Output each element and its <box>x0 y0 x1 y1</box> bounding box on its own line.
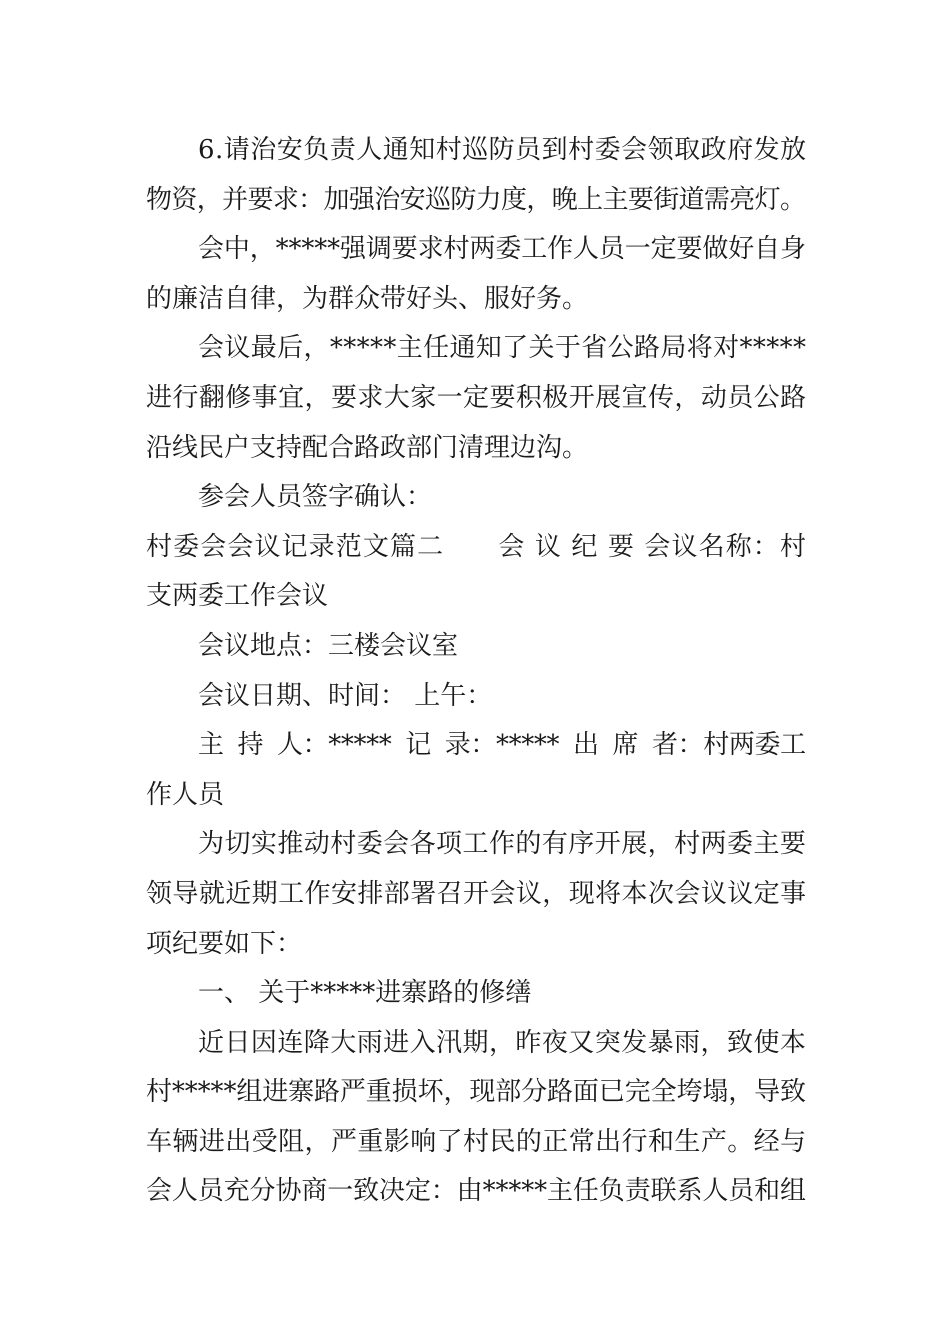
text-line: 进行翻修事宜，要求大家一定要积极开展宣传，动员公路 <box>146 382 807 413</box>
paragraph-item-6 <box>146 126 806 225</box>
text-line: 村委会会议记录范文篇二 会 议 纪 要 会议名称：村 <box>146 531 808 562</box>
text-line: 会人员充分协商一致决定：由*****主任负责联系人员和组 <box>146 1176 806 1207</box>
text-line: 物资，并要求：加强治安巡防力度，晚上主要街道需亮灯。 <box>146 184 806 215</box>
text-line: 会议日期、时间： 上午： <box>198 680 493 711</box>
text-line: 支两委工作会议 <box>146 581 329 612</box>
paragraph-road-renovation <box>146 324 806 473</box>
paragraph-attendees <box>146 721 806 820</box>
paragraph-signature <box>146 473 806 523</box>
paragraph-section-title <box>146 523 806 622</box>
text-line: 一、 关于*****进寨路的修缮 <box>198 978 532 1009</box>
paragraph-heading-one <box>146 969 806 1019</box>
paragraph-road-damage <box>146 1019 806 1217</box>
text-line: 的廉洁自律，为群众带好头、服好务。 <box>146 283 589 314</box>
paragraph-meeting-location <box>146 622 806 672</box>
text-line: 村*****组进寨路严重损坏，现部分路面已完全垮塌，导致 <box>146 1077 806 1108</box>
text-line: 领导就近期工作安排部署召开会议，现将本次会议议定事 <box>146 878 807 909</box>
document-body <box>146 126 806 1217</box>
text-line: 会议最后，*****主任通知了关于省公路局将对***** <box>198 333 807 364</box>
text-line: 为切实推动村委会各项工作的有序开展，村两委主要 <box>198 829 807 860</box>
text-line: 主 持 人：***** 记 录：***** 出 席 者：村两委工 <box>198 730 806 761</box>
paragraph-purpose <box>146 820 806 969</box>
paragraph-integrity <box>146 225 806 324</box>
text-line: 作人员 <box>146 779 225 810</box>
text-line: 会中，*****强调要求村两委工作人员一定要做好自身 <box>198 234 806 265</box>
text-line: 车辆进出受阻，严重影响了村民的正常出行和生产。经与 <box>146 1126 807 1157</box>
text-line: 会议地点：三楼会议室 <box>198 630 459 661</box>
text-line: 沿线民户支持配合路政部门清理边沟。 <box>146 432 589 463</box>
paragraph-meeting-time <box>146 672 806 722</box>
text-line: 参会人员签字确认： <box>198 482 433 513</box>
text-line: 近日因连降大雨进入汛期，昨夜又突发暴雨，致使本 <box>198 1027 807 1058</box>
text-line: 项纪要如下： <box>146 928 303 959</box>
text-line: 6.请治安负责人通知村巡防员到村委会领取政府发放 <box>198 135 807 165</box>
